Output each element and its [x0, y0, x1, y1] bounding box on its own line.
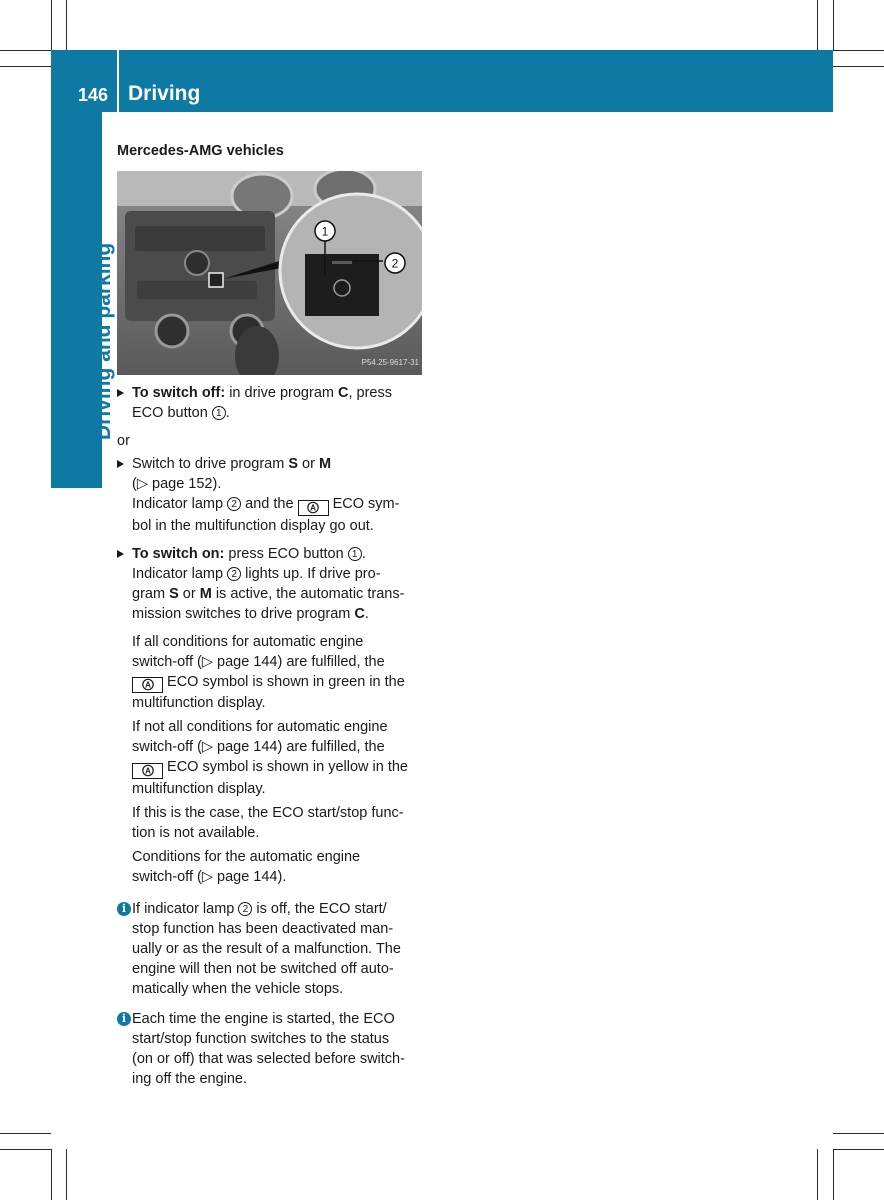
callout-ref: 1	[348, 547, 362, 561]
crop-mark	[51, 1149, 52, 1200]
callout-ref: 2	[227, 567, 241, 581]
crop-mark	[0, 50, 51, 51]
info-icon: i	[117, 1012, 131, 1026]
callout-1: 1	[321, 224, 329, 239]
crop-mark	[0, 66, 51, 67]
callout-ref: 1	[212, 406, 226, 420]
crop-mark	[817, 1149, 818, 1200]
crop-mark	[833, 0, 834, 50]
crop-mark	[833, 66, 884, 67]
paragraph-conditions: Conditions for the automatic engine switch-off (▷ page 144).	[132, 849, 361, 886]
figure-code: P54.25-9617-31	[361, 358, 419, 367]
callout-ref: 2	[238, 902, 252, 916]
eco-start-stop-icon	[132, 677, 163, 693]
eco-start-stop-icon	[132, 763, 163, 779]
crop-mark	[66, 1149, 67, 1200]
instruction-step: To switch on: press ECO button 1 . Indicator lamp 2 lights up. If drive pro- gram S or M is active, the automatic trans- mission switches to drive program C.	[117, 544, 427, 624]
page-reference: (▷ page 152).	[132, 476, 222, 492]
eco-start-stop-icon	[298, 500, 329, 516]
crop-mark	[833, 1149, 834, 1200]
content-column	[117, 141, 427, 1089]
svg-text:A: A	[144, 766, 151, 776]
info-icon: i	[117, 902, 131, 916]
paragraph-green: If all conditions for automatic engine switch-off (▷ page 144) are fulfilled, the A ECO symbol is shown in green in the multifunction display.	[132, 633, 405, 712]
svg-text:A: A	[144, 680, 151, 690]
crop-mark	[833, 50, 884, 51]
side-tab-label: Driving and parking	[92, 242, 115, 440]
or-text: or	[117, 433, 130, 449]
arrow-bullet-icon	[117, 460, 124, 468]
crop-mark	[0, 1149, 51, 1150]
header-divider	[117, 50, 119, 112]
chapter-title: Driving	[128, 82, 201, 105]
info-note: i Each time the engine is started, the ECO start/stop function switches to the status (on or off) that was selected before switch- ing off the engine.	[117, 1009, 427, 1089]
svg-text:A: A	[310, 503, 316, 513]
paragraph-unavailable: If this is the case, the ECO start/stop func- tion is not available.	[132, 805, 404, 842]
callout-ref: 2	[227, 497, 241, 511]
figure-photo	[117, 171, 422, 375]
arrow-bullet-icon	[117, 550, 124, 558]
section-heading: Mercedes-AMG vehicles	[117, 143, 284, 159]
crop-mark	[833, 1133, 884, 1134]
instruction-step: To switch off: in drive program C, press ECO button 1 .	[117, 383, 427, 423]
instruction-step: Switch to drive program S or M (▷ page 152). Indicator lamp 2 and the A ECO sym- bol in the multifunction display go out.	[117, 454, 427, 536]
crop-mark	[51, 0, 52, 50]
page-number: 146	[78, 85, 109, 105]
crop-mark	[833, 1149, 884, 1150]
callout-2: 2	[391, 256, 399, 271]
crop-mark	[66, 0, 67, 50]
crop-mark	[0, 1133, 51, 1134]
crop-mark	[817, 0, 818, 50]
paragraph-yellow: If not all conditions for automatic engine switch-off (▷ page 144) are fulfilled, the A ECO symbol is shown in yellow in the multifunction display.	[132, 719, 408, 798]
dashboard-illustration	[117, 171, 422, 375]
arrow-bullet-icon	[117, 389, 124, 397]
info-note: i If indicator lamp 2 is off, the ECO start/ stop function has been deactivated man- ually or as the result of a malfunction. The engine will then not be switched off auto- matically when the vehicle stops.	[117, 899, 427, 999]
